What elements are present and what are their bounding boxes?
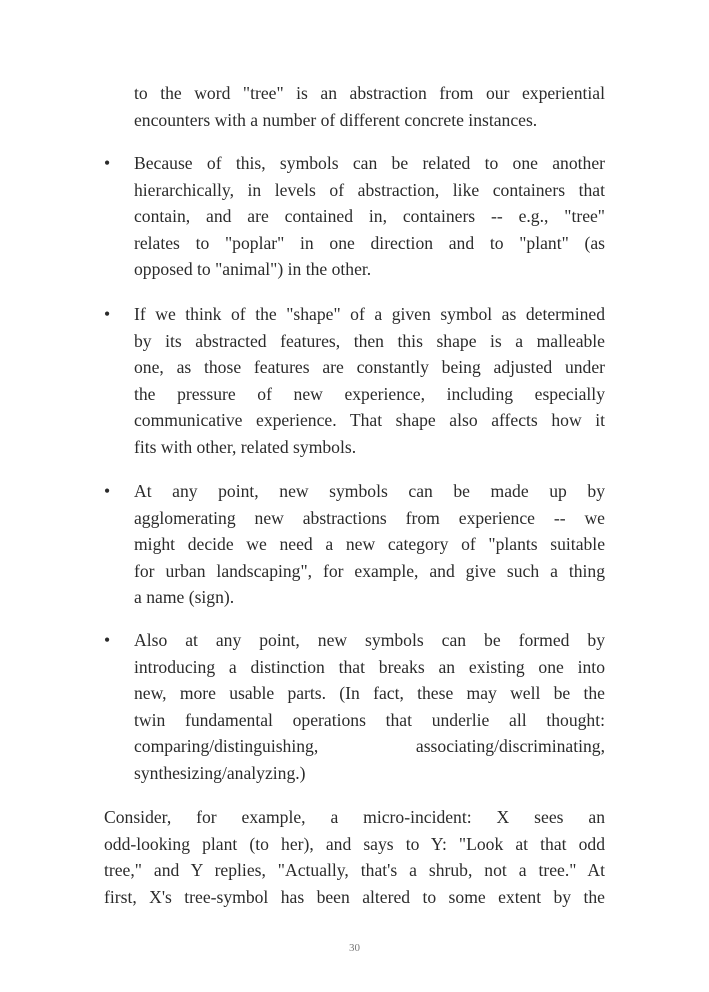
text-line: encounters with a number of different concrete instances. xyxy=(134,109,538,130)
text-line: At any point, new symbols can be made up by xyxy=(134,481,605,501)
text-line: agglomerating new abstractions from experience -- we xyxy=(134,507,605,528)
text-line: fits with other, related symbols. xyxy=(134,436,357,457)
text-line: communicative experience. That shape also affects how it xyxy=(134,410,605,431)
bullet-icon: • xyxy=(104,153,111,173)
continuation-text xyxy=(134,80,605,133)
bullet-icon: • xyxy=(104,481,111,501)
text-line: introducing a distinction that breaks an existing one into xyxy=(134,656,605,677)
text-line: might decide we need a new category of "plants suitable xyxy=(134,534,605,555)
text-line: tree," and Y replies, "Actually, that's a shrub, not a tree." At xyxy=(104,860,605,881)
text-line: new, more usable parts. (In fact, these may well be the xyxy=(134,683,605,704)
bullet-item-text xyxy=(134,627,605,787)
text-line: opposed to "animal") in the other. xyxy=(134,259,372,280)
bullet-icon: • xyxy=(104,304,111,324)
text-line: for urban landscaping", for example, and give such a thing xyxy=(134,560,605,581)
text-line: Consider, for example, a micro-incident: X sees an xyxy=(104,807,605,827)
text-line: by its abstracted features, then this shape is a malleable xyxy=(134,330,605,351)
text-line: relates to "poplar" in one direction and to "plant" (as xyxy=(134,232,605,253)
text-line: to the word "tree" is an abstraction from our experiential xyxy=(134,83,605,103)
text-line: comparing/distinguishing, associating/discriminating, xyxy=(134,736,605,757)
text-line: hierarchically, in levels of abstraction, like containers that xyxy=(134,179,605,200)
text-line: Also at any point, new symbols can be formed by xyxy=(134,630,605,650)
text-line: If we think of the "shape" of a given symbol as determined xyxy=(134,304,605,324)
bullet-item-text xyxy=(134,301,605,461)
text-line: one, as those features are constantly being adjusted under xyxy=(134,357,605,378)
text-line: first, X's tree-symbol has been altered to some extent by the xyxy=(104,886,605,907)
text-line: synthesizing/analyzing.) xyxy=(134,762,306,783)
text-line: odd-looking plant (to her), and says to Y: "Look at that odd xyxy=(104,833,605,854)
text-line: the pressure of new experience, including especially xyxy=(134,383,605,404)
bullet-icon: • xyxy=(104,630,111,650)
bullet-item-text xyxy=(134,150,605,283)
bullet-item-text xyxy=(134,478,605,611)
paragraph xyxy=(104,804,605,910)
text-line: a name (sign). xyxy=(134,587,235,608)
text-line: Because of this, symbols can be related to one another xyxy=(134,153,605,173)
page-number: 30 xyxy=(349,942,360,954)
text-line: twin fundamental operations that underlie all thought: xyxy=(134,709,605,730)
text-line: contain, and are contained in, containers -- e.g., "tree" xyxy=(134,206,605,227)
